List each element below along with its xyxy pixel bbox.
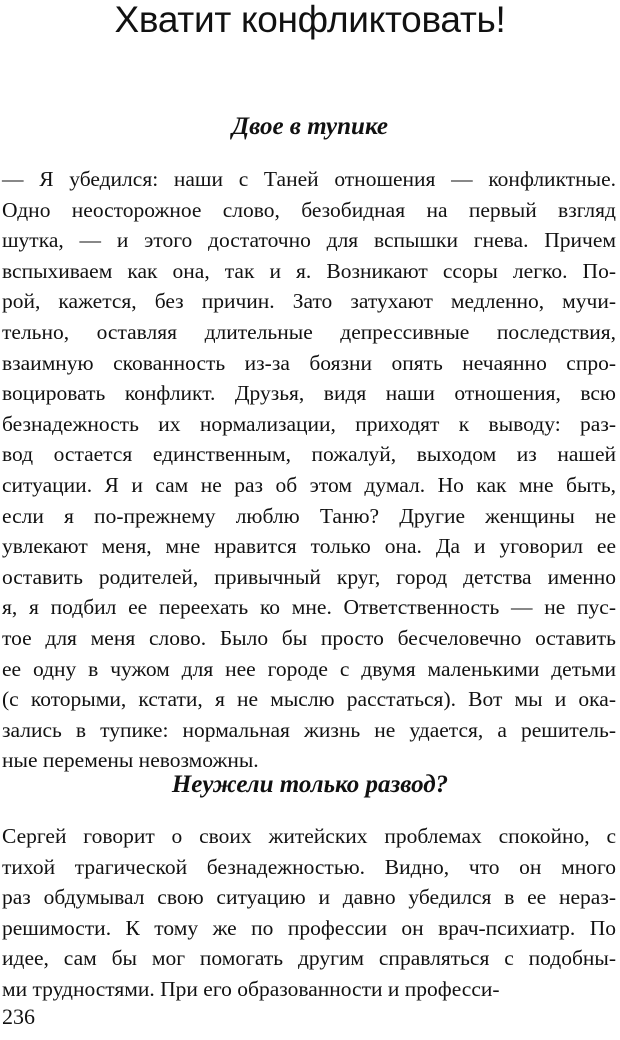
text-line: ситуации. Я и сам не раз об этом думал. Но как мне быть, xyxy=(2,472,616,497)
text-line: — Я убедился: наши с Таней отношения — конфликтные. xyxy=(2,167,616,191)
text-line: ми трудностями. При его образованности и професси- xyxy=(2,976,500,1001)
text-line: безнадежность их нормализации, приходят к выводу: раз- xyxy=(2,411,616,436)
text-line: вод остается единственным, пожалуй, выходом из нашей xyxy=(2,442,616,467)
text-line: ные перемены невозможны. xyxy=(2,748,259,773)
text-line: (с которыми, кстати, я не мыслю расстаться). Вот мы и ока- xyxy=(2,687,616,712)
text-line: решимости. К тому же по профессии он врач-психиатр. По xyxy=(2,915,616,940)
text-line: тихой трагической безнадежностью. Видно, что он много xyxy=(2,854,616,879)
text-line: вспыхиваем как она, так и я. Возникают ссоры легко. По- xyxy=(2,258,616,283)
running-title: Хватит конфликтовать! xyxy=(114,0,506,40)
text-line: если я по-прежнему люблю Таню? Другие женщины не xyxy=(2,503,616,528)
paragraph-dvoe-v-tupike xyxy=(2,164,616,776)
text-line: ее одну в чужом для нее городе с двумя маленькими детьми xyxy=(2,656,616,681)
text-line: воцировать конфликт. Друзья, видя наши отношения, всю xyxy=(2,381,616,406)
text-line: раз обдумывал свою ситуацию и давно убедился в ее нераз- xyxy=(2,885,616,910)
page-number: 236 xyxy=(2,1004,35,1029)
text-line: Сергей говорит о своих житейских проблемах спокойно, с xyxy=(2,824,616,848)
text-line: тое для меня слово. Было бы просто бесчеловечно оставить xyxy=(2,625,616,650)
text-line: зались в тупике: нормальная жизнь не удается, а решитель- xyxy=(2,717,616,742)
text-line: шутка, — и этого достаточно для вспышки гнева. Причем xyxy=(2,228,616,253)
text-line: оставить родителей, привычный круг, город детства именно xyxy=(2,564,616,589)
section-title-dvoe-v-tupike: Двое в тупике xyxy=(232,113,388,140)
text-line: увлекают меня, мне нравится только она. Да и уговорил ее xyxy=(2,534,616,559)
text-line: я, я подбил ее переехать ко мне. Ответственность — не пус- xyxy=(2,595,616,620)
text-line: тельно, оставляя длительные депрессивные последствия, xyxy=(2,319,616,344)
text-line: Одно неосторожное слово, безобидная на первый взгляд xyxy=(2,197,616,222)
paragraph-neuzheli-tolko-razvod xyxy=(2,821,616,1005)
text-line: идее, сам бы мог помогать другим справляться с подобны- xyxy=(2,946,616,971)
text-line: рой, кажется, без причин. Зато затухают медленно, мучи- xyxy=(2,289,616,314)
section-title-neuzheli-tolko-razvod: Неужели только развод? xyxy=(171,771,449,798)
text-line: взаимную скованность из-за боязни опять нечаянно спро- xyxy=(2,350,616,375)
